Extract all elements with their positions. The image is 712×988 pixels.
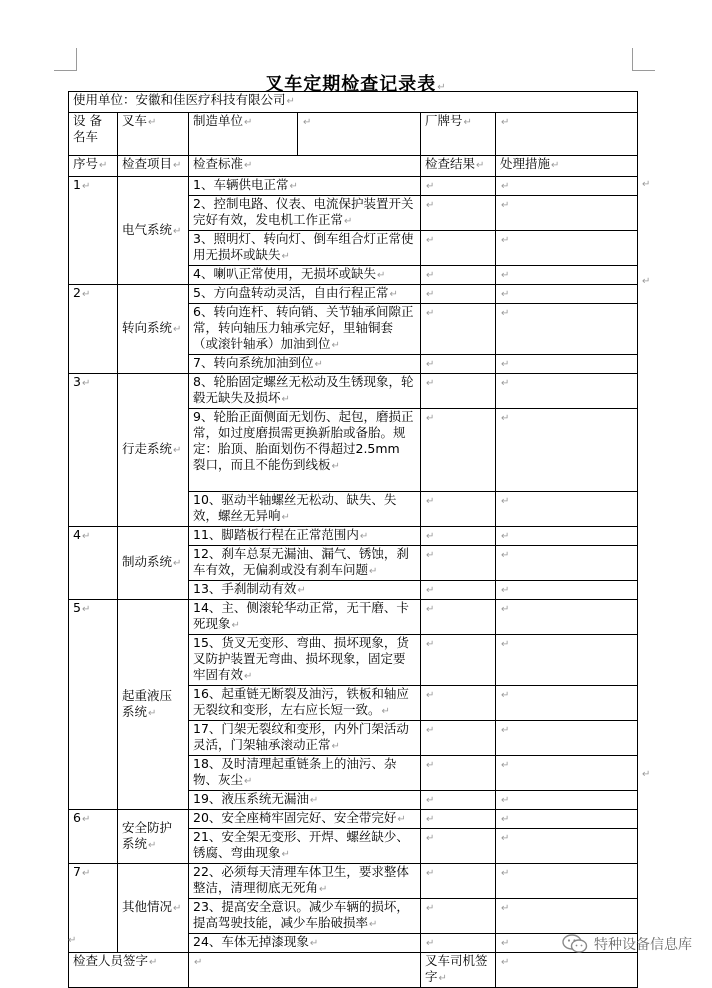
standard-cell: 7、转向系统加油到位↵ xyxy=(189,355,421,374)
action-cell: ↵ xyxy=(496,546,638,581)
standard-cell: 4、喇叭正常使用，无损坏或缺失↵ xyxy=(189,266,421,285)
action-cell: ↵ xyxy=(496,635,638,686)
result-cell: ↵ xyxy=(421,409,496,492)
group-number: 3↵ xyxy=(69,374,118,527)
result-cell: ↵ xyxy=(421,177,496,196)
driver-sign-label: 叉车司机签字↵ xyxy=(421,953,496,988)
result-cell: ↵ xyxy=(421,285,496,304)
result-cell: ↵ xyxy=(421,231,496,266)
result-cell: ↵ xyxy=(421,196,496,231)
action-cell: ↵ xyxy=(496,864,638,899)
action-cell: ↵ xyxy=(496,686,638,721)
standard-cell: 24、车体无掉漆现象↵ xyxy=(189,934,421,953)
group-item: 安全防护系统↵ xyxy=(118,810,189,864)
col-header-item: 检查项目↵ xyxy=(118,156,189,177)
wechat-icon xyxy=(562,934,588,954)
watermark xyxy=(562,934,692,954)
result-cell: ↵ xyxy=(421,864,496,899)
action-cell: ↵ xyxy=(496,285,638,304)
group-item: 制动系统↵ xyxy=(118,527,189,600)
group-number: 1↵ xyxy=(69,177,118,285)
action-cell: ↵ xyxy=(496,934,638,953)
standard-cell: 16、起重链无断裂及油污，铁板和轴应无裂纹和变形，左右应长短一致。↵ xyxy=(189,686,421,721)
result-cell: ↵ xyxy=(421,721,496,756)
standard-cell: 14、主、侧滚轮华动正常，无干磨、卡死现象↵ xyxy=(189,600,421,635)
cell-equip-label: 设 备 名车 xyxy=(69,113,118,156)
group-number: 4↵ xyxy=(69,527,118,600)
cell-manufacturer-value: ↵ xyxy=(298,113,421,156)
group-item: 其他情况↵ xyxy=(118,864,189,953)
action-cell: ↵ xyxy=(496,374,638,409)
standard-cell: 15、货叉无变形、弯曲、损坏现象，货叉防护装置无弯曲、损坏现象，固定要牢固有效↵ xyxy=(189,635,421,686)
row-column-headers xyxy=(69,156,638,177)
group-item: 行走系统↵ xyxy=(118,374,189,527)
action-cell: ↵ xyxy=(496,810,638,829)
standard-cell: 1、车辆供电正常↵ xyxy=(189,177,421,196)
driver-sign-value: ↵ xyxy=(496,953,638,988)
col-header-action: 处理措施↵ xyxy=(496,156,638,177)
table-row xyxy=(69,285,638,304)
standard-cell: 5、方向盘转动灵活，自由行程正常↵ xyxy=(189,285,421,304)
inspector-sign-label: 检查人员签字↵ xyxy=(69,953,189,988)
table-row xyxy=(69,864,638,899)
result-cell: ↵ xyxy=(421,492,496,527)
inspection-table xyxy=(68,91,638,988)
cell-plate-label: 厂牌号↵ xyxy=(421,113,496,156)
action-cell: ↵ xyxy=(496,196,638,231)
title-text: 叉车定期检查记录表 xyxy=(265,74,437,95)
standard-cell: 13、手刹制动有效↵ xyxy=(189,581,421,600)
result-cell: ↵ xyxy=(421,791,496,810)
result-cell: ↵ xyxy=(421,810,496,829)
paragraph-mark-icon: ↵ xyxy=(642,179,651,190)
result-cell: ↵ xyxy=(421,546,496,581)
action-cell: ↵ xyxy=(496,355,638,374)
action-cell: ↵ xyxy=(496,791,638,810)
action-cell: ↵ xyxy=(496,600,638,635)
group-number: 5↵ xyxy=(69,600,118,810)
standard-cell: 12、刹车总泵无漏油、漏气、锈蚀，刹车有效，无偏刹或没有刹车问题↵ xyxy=(189,546,421,581)
cell-equip-value: 叉车↵ xyxy=(118,113,189,156)
standard-cell: 17、门架无裂纹和变形，内外门架活动灵活，门架轴承滚动正常↵ xyxy=(189,721,421,756)
group-item: 转向系统↵ xyxy=(118,285,189,374)
row-unit xyxy=(69,92,638,113)
table-row xyxy=(69,810,638,829)
table-row xyxy=(69,527,638,546)
action-cell: ↵ xyxy=(496,721,638,756)
result-cell: ↵ xyxy=(421,686,496,721)
table-row xyxy=(69,374,638,409)
result-cell: ↵ xyxy=(421,374,496,409)
result-cell: ↵ xyxy=(421,355,496,374)
standard-cell: 9、轮胎正面侧面无划伤、起包，磨损正常，如过度磨损需更换新胎或备胎。规定：胎顶、胎面划伤不得超过2.5mm 裂口，而且不能伤到线板↵ xyxy=(189,409,421,492)
action-cell: ↵ xyxy=(496,829,638,864)
col-header-no: 序号↵ xyxy=(69,156,118,177)
result-cell: ↵ xyxy=(421,581,496,600)
standard-cell: 21、安全架无变形、开焊、螺丝缺少、锈腐、弯曲现象↵ xyxy=(189,829,421,864)
action-cell: ↵ xyxy=(496,409,638,492)
result-cell: ↵ xyxy=(421,635,496,686)
action-cell: ↵ xyxy=(496,527,638,546)
result-cell: ↵ xyxy=(421,899,496,934)
group-number: 6↵ xyxy=(69,810,118,864)
standard-cell: 23、提高安全意识。减少车辆的损坏，提高驾驶技能，减少车胎破损率↵ xyxy=(189,899,421,934)
crop-mark-top-right xyxy=(632,48,655,71)
standard-cell: 6、转向连杆、转向销、关节轴承间隙正常，转向轴压力轴承完好，里轴铜套（或滚针轴承）加油到位↵ xyxy=(189,304,421,355)
standard-cell: 22、必须每天清理车体卫生，要求整体整洁，清理彻底无死角↵ xyxy=(189,864,421,899)
table-row xyxy=(69,600,638,635)
standard-cell: 20、安全座椅牢固完好、安全带完好↵ xyxy=(189,810,421,829)
result-cell: ↵ xyxy=(421,304,496,355)
result-cell: ↵ xyxy=(421,600,496,635)
standard-cell: 18、及时清理起重链条上的油污、杂物、灰尘↵ xyxy=(189,756,421,791)
action-cell: ↵ xyxy=(496,899,638,934)
standard-cell: 2、控制电路、仪表、电流保护装置开关完好有效，发电机工作正常↵ xyxy=(189,196,421,231)
action-cell: ↵ xyxy=(496,492,638,527)
action-cell: ↵ xyxy=(496,756,638,791)
result-cell: ↵ xyxy=(421,934,496,953)
result-cell: ↵ xyxy=(421,266,496,285)
action-cell: ↵ xyxy=(496,581,638,600)
row-equipment xyxy=(69,113,638,156)
table-row xyxy=(69,177,638,196)
standard-cell: 8、轮胎固定螺丝无松动及生锈现象，轮毂无缺失及损坏↵ xyxy=(189,374,421,409)
group-number: 7↵ xyxy=(69,864,118,953)
result-cell: ↵ xyxy=(421,527,496,546)
cell-plate-value: ↵ xyxy=(496,113,638,156)
group-item: 电气系统↵ xyxy=(118,177,189,285)
action-cell: ↵ xyxy=(496,177,638,196)
action-cell: ↵ xyxy=(496,304,638,355)
col-header-standard: 检查标准↵ xyxy=(189,156,421,177)
paragraph-mark-icon: ↵ xyxy=(642,276,651,287)
paragraph-mark-icon: ↵ xyxy=(642,769,651,780)
result-cell: ↵ xyxy=(421,829,496,864)
row-signatures xyxy=(69,953,638,988)
standard-cell: 10、驱动半轴螺丝无松动、缺失、失效，螺丝无异响↵ xyxy=(189,492,421,527)
standard-cell: 3、照明灯、转向灯、倒车组合灯正常使用无损坏或缺失↵ xyxy=(189,231,421,266)
standard-cell: 11、脚踏板行程在正常范围内↵ xyxy=(189,527,421,546)
group-number: 2↵ xyxy=(69,285,118,374)
watermark-text: 特种设备信息库 xyxy=(594,937,692,953)
result-cell: ↵ xyxy=(421,756,496,791)
inspector-sign-value: ↵ xyxy=(189,953,421,988)
col-header-result: 检查结果↵ xyxy=(421,156,496,177)
paragraph-mark-icon: ↵ xyxy=(437,82,447,93)
action-cell: ↵ xyxy=(496,231,638,266)
action-cell: ↵ xyxy=(496,266,638,285)
paragraph-mark-icon: ↵ xyxy=(68,935,77,946)
crop-mark-top-left xyxy=(54,48,77,71)
standard-cell: 19、液压系统无漏油↵ xyxy=(189,791,421,810)
group-item: 起重液压系统↵ xyxy=(118,600,189,810)
cell-unit: 使用单位：安徽和佳医疗科技有限公司↵ xyxy=(69,92,638,113)
cell-manufacturer-label: 制造单位↵ xyxy=(189,113,298,156)
